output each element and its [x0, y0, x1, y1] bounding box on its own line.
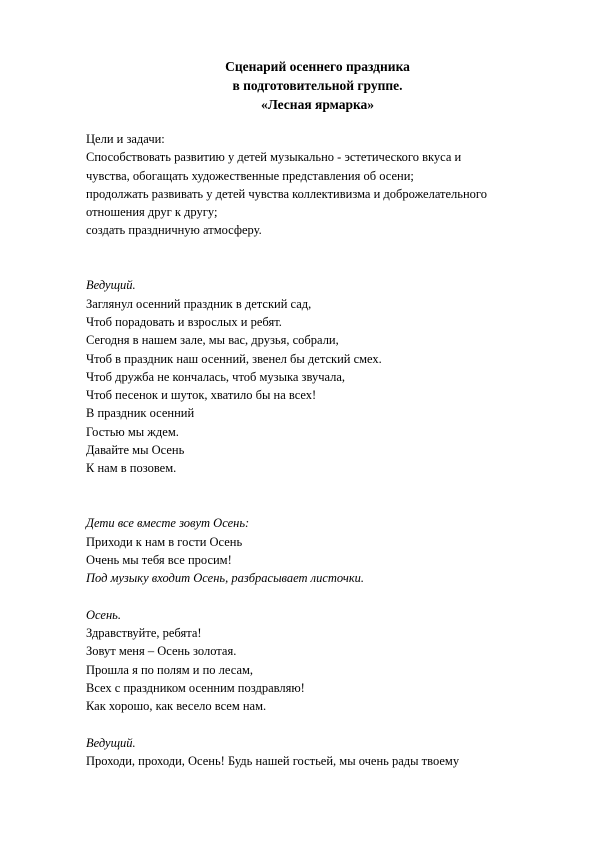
verse-line: Гостью мы ждем. [86, 424, 179, 439]
spacer [86, 587, 546, 605]
title-line-2: в подготовительной группе. [232, 78, 403, 93]
goals-heading: Цели и задачи: [86, 132, 165, 146]
spacer [86, 240, 546, 258]
verse-line: В праздник осенний [86, 406, 195, 421]
goals-line: продолжать развивать у детей чувства коллективизма и доброжелательного [86, 186, 488, 201]
speaker-label: Дети все вместе зовут Осень: [86, 516, 250, 531]
document-body [86, 130, 546, 770]
autumn-section [86, 606, 546, 716]
spacer [86, 258, 546, 276]
children-section [86, 514, 546, 587]
verse-line: Проходи, проходи, Осень! Будь нашей гостьей, мы очень рады твоему [86, 754, 460, 769]
speaker-label: Ведущий. [86, 278, 136, 293]
spacer [86, 496, 546, 514]
stage-direction: Под музыку входит Осень, разбрасывает листочки. [86, 571, 365, 586]
verse-line: К нам в позовем. [86, 461, 177, 476]
verse-line: Приходи к нам в гости Осень [86, 534, 243, 549]
title-line-3: «Лесная ярмарка» [260, 97, 375, 112]
verse-line: Всех с праздником осенним поздравляю! [86, 680, 305, 695]
verse-line: Очень мы тебя все просим! [86, 552, 232, 567]
goals-section [86, 130, 546, 240]
goals-line: Способствовать развитию у детей музыкально - эстетического вкуса и [86, 150, 462, 165]
goals-line: отношения друг к другу; [86, 205, 218, 220]
host-section-1 [86, 276, 546, 477]
verse-line: Заглянул осенний праздник в детский сад, [86, 296, 312, 311]
verse-line: Чтоб в праздник наш осенний, звенел бы детский смех. [86, 351, 382, 366]
verse-line: Сегодня в нашем зале, мы вас, друзья, собрали, [86, 333, 339, 348]
host-section-2 [86, 734, 546, 771]
goals-line: чувства, обогащать художественные представления об осени; [86, 168, 414, 183]
verse-line: Здравствуйте, ребята! [86, 626, 202, 641]
verse-line: Прошла я по полям и по лесам, [86, 662, 254, 677]
verse-line: Как хорошо, как весело всем нам. [86, 699, 267, 714]
document-title [0, 57, 595, 114]
goals-line: создать праздничную атмосферу. [86, 223, 262, 238]
verse-line: Чтоб порадовать и взрослых и ребят. [86, 314, 282, 329]
spacer [86, 478, 546, 496]
speaker-label: Ведущий. [86, 735, 136, 750]
spacer [86, 716, 546, 734]
verse-line: Чтоб дружба не кончалась, чтоб музыка звучала, [86, 369, 346, 384]
verse-line: Чтоб песенок и шуток, хватило бы на всех! [86, 388, 317, 403]
verse-line: Давайте мы Осень [86, 443, 185, 458]
speaker-label: Осень. [86, 607, 121, 622]
verse-line: Зовут меня – Осень золотая. [86, 644, 237, 659]
title-line-1: Сценарий осеннего праздника [225, 59, 410, 74]
